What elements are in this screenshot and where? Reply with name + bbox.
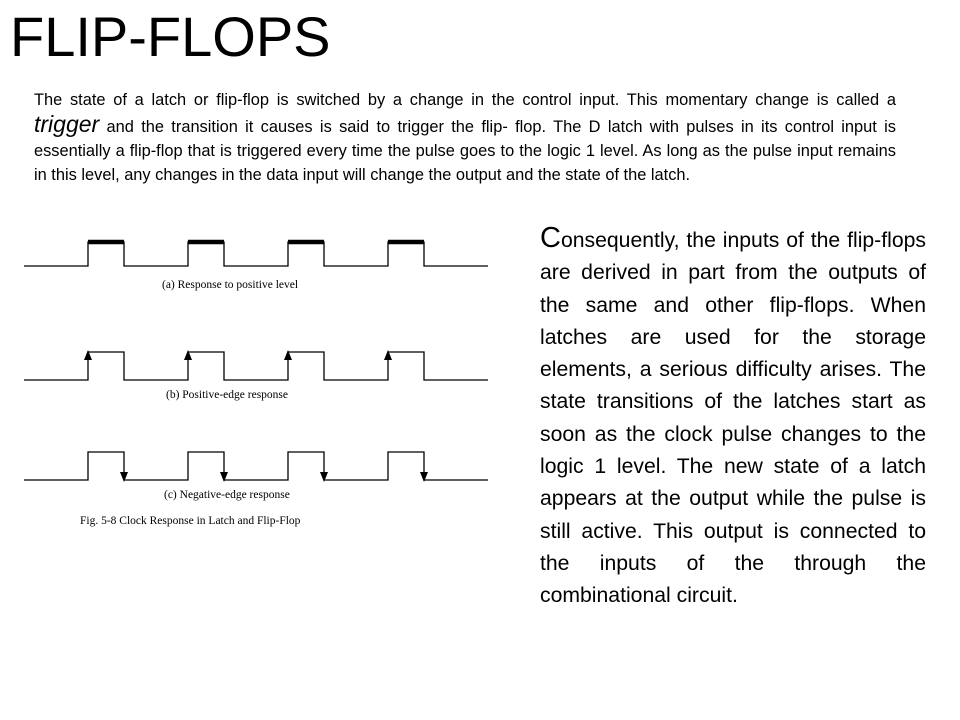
page-title: FLIP-FLOPS: [10, 5, 331, 68]
figure-caption: Fig. 5-8 Clock Response in Latch and Flip-Flop: [80, 515, 301, 527]
body-text: onsequently, the inputs of the flip-flops are derived in part from the outputs of the same and other flip-flops. When latches are used for the storage elements, a serious difficulty arises. The state transitions of the latches start as soon as the clock pulse changes to the logic 1 level. The new state of a latch appears at the output while the pulse is still active. This output is connected to the inputs of the through the combinational circuit.: [540, 229, 926, 608]
intro-text-end: and the transition it causes is said to trigger the flip- flop. The D latch with pulses in its control input is essentially a flip-flop that is triggered every time the pulse goes to the logic 1 level. As long as the pulse input remains in this level, any changes in the data input will change the output and the state of the latch.: [34, 118, 896, 184]
clock-response-diagram: [22, 230, 492, 530]
waveform-c: [24, 452, 488, 480]
dropcap-letter: C: [540, 222, 561, 254]
intro-paragraph: [34, 88, 896, 187]
waveform-b: [24, 352, 488, 380]
trigger-term: trigger: [34, 111, 100, 137]
intro-text-start: The state of a latch or flip-flop is switched by a change in the control input. This momentary change is called a: [34, 91, 896, 109]
waveform-a: [24, 242, 488, 266]
caption-a: (a) Response to positive level: [162, 279, 299, 291]
clock-response-figure: [22, 230, 492, 530]
caption-c: (c) Negative-edge response: [164, 489, 290, 501]
body-paragraph: [540, 222, 926, 613]
caption-b: (b) Positive-edge response: [166, 389, 288, 401]
